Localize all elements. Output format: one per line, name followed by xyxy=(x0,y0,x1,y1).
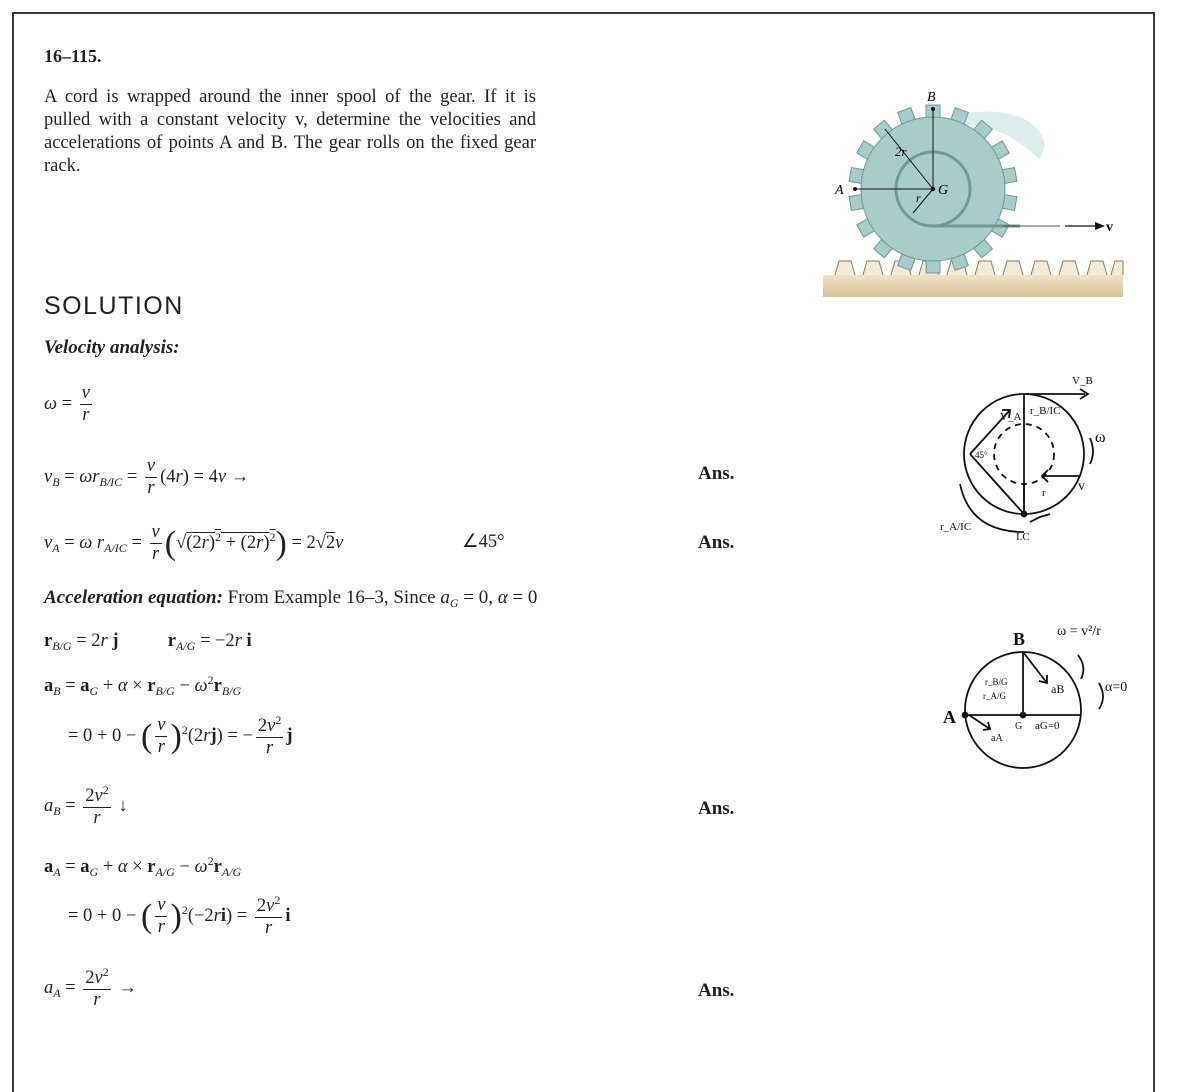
problem-text: A cord is wrapped around the inner spool of the gear. If it is pulled with a constant velocity v, determine the velocities and accelerations of points A and B. The gear rolls on the fixed gear rack. xyxy=(44,87,536,176)
eq-omega: ω = $\frac{v}{r}$ xyxy=(44,383,90,426)
label-B: B xyxy=(927,90,936,105)
sketch-A: A xyxy=(943,707,956,727)
sketch-aG: aG=0 xyxy=(1035,720,1060,732)
eq-vA: $v_A = \omega$ $r_{A/IC}$ = $\frac{v}{r}$ $(√(2r)^2 + (2r)^2) = 2√2v$ xyxy=(44,522,344,565)
eq-aB: $a_B$ = $\frac{2v^2}{r}$ ↓ xyxy=(44,783,128,829)
sketch-aB: aB xyxy=(1051,682,1065,696)
sketch-omega: ω xyxy=(1095,429,1106,446)
accel-heading: Acceleration equation: xyxy=(44,587,223,608)
eq-aB-calc: = 0 + 0 − ( $\frac{v}{r}$ )$^2$(2rj) = − $\frac{2v^2}{r}$ j xyxy=(68,713,293,759)
velocity-label: v xyxy=(1106,220,1113,235)
answer-vB: Ans. xyxy=(698,463,735,484)
label-G: G xyxy=(938,183,949,198)
label-A: A xyxy=(835,183,844,198)
sketch-alpha: α=0 xyxy=(1105,680,1128,695)
sketch-G: G xyxy=(1015,721,1023,732)
answer-aB: Ans. xyxy=(698,798,735,819)
sketch-rAIC: r_A/IC xyxy=(940,521,972,533)
sketch-rBIC: r_B/IC xyxy=(1030,405,1061,417)
solution-heading: SOLUTION xyxy=(44,292,184,320)
velocity-sketch xyxy=(930,372,1140,547)
sketch-B: B xyxy=(1013,629,1026,649)
sketch-angle: 45° xyxy=(975,450,988,460)
problem-number: 16–115. xyxy=(44,46,102,66)
gear-rack xyxy=(823,275,1123,297)
sketch-ic: I.C xyxy=(1016,531,1030,543)
accel-intro: From Example 16–3, Since xyxy=(227,587,436,608)
label-r: r xyxy=(916,191,921,205)
sketch-omega-eq: ω = v²/r xyxy=(1057,624,1101,639)
angle-45: ∠45° xyxy=(462,532,505,552)
sketch-v: v xyxy=(1078,479,1085,494)
answer-aA: Ans. xyxy=(698,980,735,1001)
sketch-rAG: r_A/G xyxy=(983,691,1006,701)
eq-vB: $v_B = \omega r_{B/IC}$ = $\frac{v}{r}$ (4r) = 4v → xyxy=(44,456,250,499)
eq-aB-vector: $a_B = a_G + \alpha \times r_{B/G} - \omega^2r_{B/G}$ xyxy=(44,673,242,698)
answer-vA: Ans. xyxy=(698,532,735,553)
label-2r: 2r xyxy=(895,144,907,159)
eq-position: $r_{B/G} = 2r$ j $r_{A/G} = -2r$ i xyxy=(44,631,252,653)
sketch-rBG: r_B/G xyxy=(985,677,1008,687)
eq-aA-vector: $a_A = a_G + \alpha \times r_{A/G} - \omega^2r_{A/G}$ xyxy=(44,854,242,879)
sketch-r: r xyxy=(1042,487,1046,499)
velocity-arrow xyxy=(1095,222,1105,230)
eq-aA-calc: = 0 + 0 − ( $\frac{v}{r}$ )$^2$(−2ri) = $\frac{2v^2}{r}$ i xyxy=(68,893,291,939)
velocity-heading: Velocity analysis: xyxy=(44,337,180,358)
acceleration-sketch xyxy=(935,605,1145,775)
sketch-vA: V_A xyxy=(1000,411,1022,423)
sketch-aA: aA xyxy=(991,733,1003,744)
gear-figure xyxy=(815,85,1145,310)
eq-aA: $a_A$ = $\frac{2v^2}{r}$ → xyxy=(44,965,137,1011)
sketch-vB: V_B xyxy=(1072,375,1093,387)
accel-line: Acceleration equation: From Example 16–3, Since $a_G = 0$, α = 0 xyxy=(44,587,538,610)
